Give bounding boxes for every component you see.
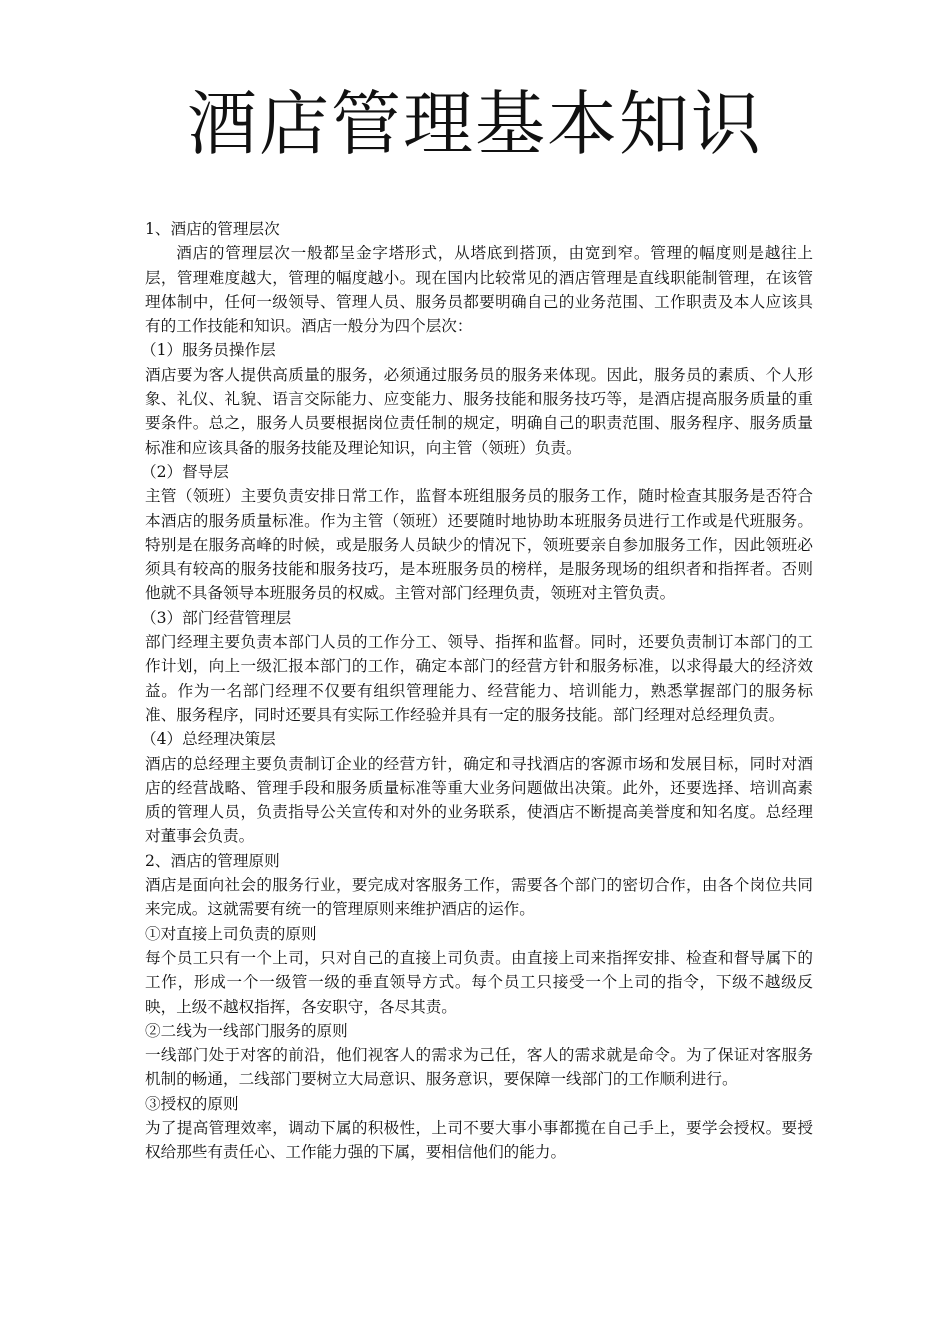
document-body <box>141 217 813 1165</box>
subheading-principle-3: ③授权的原则 <box>145 1094 239 1113</box>
subheading-principle-1: ①对直接上司负责的原则 <box>145 924 317 943</box>
paragraph-principle-2: 一线部门处于对客的前沿，他们视客人的需求为己任，客人的需求就是命令。为了保证对客服务机制的畅通，二线部门要树立大局意识、服务意识，要保障一线部门的工作顺利进行。 <box>145 1046 813 1089</box>
paragraph-principle-1: 每个员工只有一个上司，只对自己的直接上司负责。由直接上司来指挥安排、检查和督导属下的工作，形成一个一级管一级的垂直领导方式。每个员工只接受一个上司的指令，下级不越级反映，上级不越权指挥，各安职守，各尽其责。 <box>145 948 813 1016</box>
paragraph-department-level: 部门经理主要负责本部门人员的工作分工、领导、指挥和监督。同时，还要负责制订本部门的工作计划，向上一级汇报本部门的工作，确定本部门的经营方针和服务标准，以求得最大的经济效益。作为一名部门经理不仅要有组织管理能力、经营能力、培训能力，熟悉掌握部门的服务标准、服务程序，同时还要具有实际工作经验并具有一定的服务技能。部门经理对总经理负责。 <box>145 633 813 724</box>
section-heading-principles: 2、酒店的管理原则 <box>145 851 280 870</box>
document-title: 酒店管理基本知识 <box>187 83 763 165</box>
paragraph-principles-intro: 酒店是面向社会的服务行业，要完成对客服务工作，需要各个部门的密切合作，由各个岗位共同来完成。这就需要有统一的管理原则来维护酒店的运作。 <box>145 876 813 919</box>
subheading-supervisor-level: （2）督导层 <box>141 462 229 481</box>
subheading-department-level: （3）部门经营管理层 <box>141 608 292 627</box>
section-heading-levels: 1、酒店的管理层次 <box>145 220 280 238</box>
subheading-principle-2: ②二线为一线部门服务的原则 <box>145 1021 348 1040</box>
paragraph-principle-3: 为了提高管理效率，调动下属的积极性，上司不要大事小事都揽在自己手上，要学会授权。要授权给那些有责任心、工作能力强的下属，要相信他们的能力。 <box>145 1118 813 1162</box>
paragraph-gm-level: 酒店的总经理主要负责制订企业的经营方针，确定和寻找酒店的客源市场和发展目标，同时对酒店的经营战略、管理手段和服务质量标准等重大业务问题做出决策。此外，还要选择、培训高素质的管理人员，负责指导公关宣传和对外的业务联系，使酒店不断提高美誉度和知名度。总经理对董事会负责。 <box>145 754 813 846</box>
subheading-gm-level: （4）总经理决策层 <box>141 730 276 749</box>
paragraph-staff-level: 酒店要为客人提供高质量的服务，必须通过服务员的服务来体现。因此，服务员的素质、个人形象、礼仪、礼貌、语言交际能力、应变能力、服务技能和服务技巧等，是酒店提高服务质量的重要条件。总之，服务人员要根据岗位责任制的规定，明确自己的职责范围、服务程序、服务质量标准和应该具备的服务技能及理论知识，向主管（领班）负责。 <box>145 365 813 457</box>
paragraph-levels-intro: 酒店的管理层次一般都呈金字塔形式，从塔底到搭顶，由宽到窄。管理的幅度则是越往上层，管理难度越大，管理的幅度越小。现在国内比较常见的酒店管理是直线职能制管理，在该管理体制中，任何一级领导、管理人员、服务员都要明确自己的业务范围、工作职责及本人应该具有的工作技能和知识。酒店一般分为四个层次： <box>145 244 813 336</box>
paragraph-supervisor-level: 主管（领班）主要负责安排日常工作，监督本班组服务员的服务工作，随时检查其服务是否符合本酒店的服务质量标准。作为主管（领班）还要随时地协助本班服务员进行工作或是代班服务。特别是在服务高峰的时候，或是服务人员缺少的情况下，领班要亲自参加服务工作，因此领班必须具有较高的服务技能和服务技巧，是本班服务员的榜样，是服务现场的组织者和指挥者。否则他就不具备领导本班服务员的权威。主管对部门经理负责，领班对主管负责。 <box>145 487 813 603</box>
subheading-staff-level: （1）服务员操作层 <box>141 341 276 360</box>
